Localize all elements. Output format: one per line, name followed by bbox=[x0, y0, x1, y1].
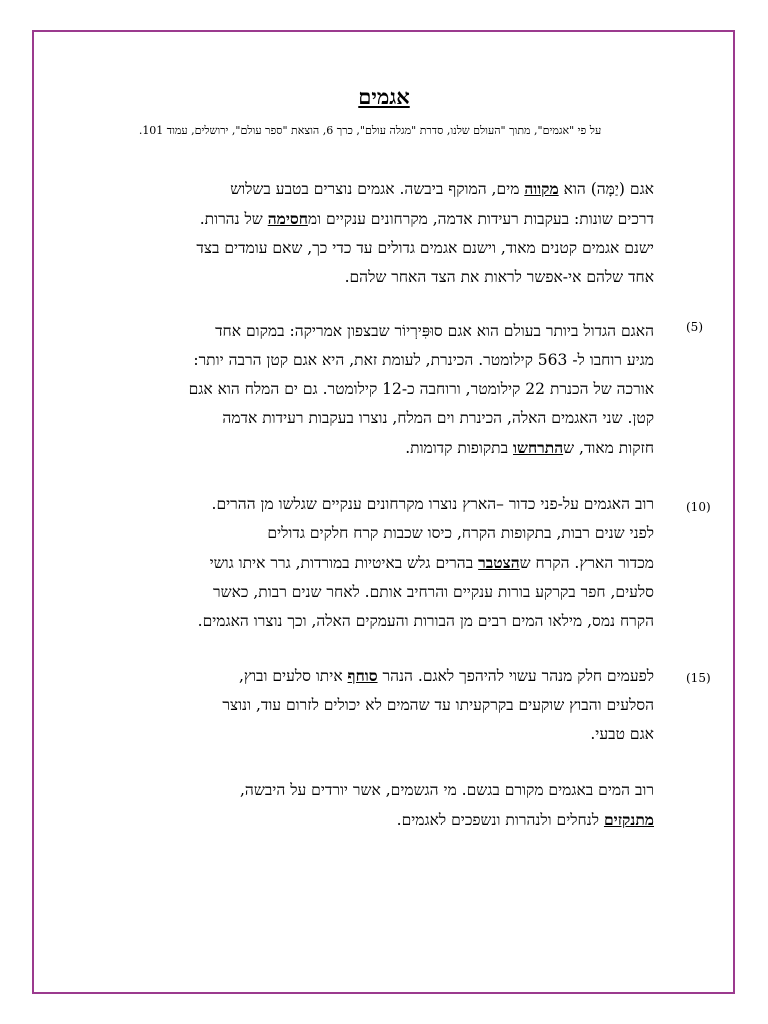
text-line: אורכה של הכנרת 22 קילומטר, ורוחבה כ-12 קילומטר. גם ים המלח הוא אגם bbox=[188, 380, 654, 398]
text-line: ישנם אגמים קטנים מאוד, וישנם אגמים גדולים עד כדי כך, שאם עומדים בצד bbox=[196, 239, 654, 257]
text-line: הקרח נמס, מילאו המים רבים מן הבורות והעמקים האלה, וכך נוצרו האגמים. bbox=[197, 612, 654, 630]
line-number: (15) bbox=[686, 671, 711, 685]
text-line: מגיע רוחבו ל- 563 קילומטר. הכינרת, לעומת זאת, היא אגם קטן הרבה יותר: bbox=[193, 351, 654, 369]
vocabulary-word: התרחשו bbox=[513, 438, 564, 457]
line-number: (5) bbox=[686, 320, 703, 334]
text-line: חזקות מאוד, שהתרחשו בתקופות קדומות. bbox=[405, 438, 654, 457]
text-line: אגם (יַמָּה) הוא מקווה מים, המוקף ביבשה. אגמים נוצרים בטבע בשלוש bbox=[230, 179, 654, 198]
vocabulary-word: הצטבר bbox=[478, 553, 520, 572]
vocabulary-word: חסימה bbox=[267, 209, 308, 228]
text-line: מכדור הארץ. הקרח שהצטבר בהרים גלש באיטיות במורדות, גרר איתו גושי bbox=[209, 553, 654, 572]
text-line: דרכים שונות: בעקבות רעידות אדמה, מקרחונים ענקיים ומחסימה של נהרות. bbox=[199, 209, 654, 228]
paragraph-3 bbox=[74, 490, 654, 636]
document-title: אגמים bbox=[358, 84, 410, 109]
text-line: סלעים, חפר בקרקע בורות ענקיים והרחיב אותם. לאחר שנים רבות, כאשר bbox=[212, 583, 654, 601]
vocabulary-word: מקווה bbox=[524, 179, 559, 198]
text-line: האגם הגדול ביותר בעולם הוא אגם סוּפִּירְיוֹר שבצפון אמריקה: במקום אחד bbox=[215, 322, 654, 340]
text-line: לפני שנים רבות, בתקופות הקרח, כיסו שכבות קרח חלקים גדולים bbox=[267, 524, 654, 542]
paragraph-5 bbox=[74, 776, 654, 835]
paragraph-4 bbox=[74, 661, 654, 749]
text-line: מתנקזים לנחלים ולנהרות ונשפכים לאגמים. bbox=[396, 810, 654, 829]
paragraph-2 bbox=[74, 317, 654, 463]
text-line: אגם טבעי. bbox=[590, 725, 654, 743]
text-line: לפעמים חלק מנהר עשוי להיהפך לאגם. הנהר סוחף איתו סלעים ובוץ, bbox=[239, 666, 654, 685]
text-line: רוב האגמים על-פני כדור –הארץ נוצרו מקרחונים ענקיים שגלשו מן ההרים. bbox=[211, 495, 654, 513]
vocabulary-word: מתנקזים bbox=[603, 810, 654, 829]
text-line: אחד שלהם אי-אפשר לראות את הצד האחר שלהם. bbox=[344, 268, 654, 286]
text-line: קטן. שני האגמים האלה, הכינרת וים המלח, נוצרו בעקבות רעידות אדמה bbox=[222, 409, 654, 427]
line-number: (10) bbox=[686, 500, 711, 514]
paragraph-1 bbox=[74, 174, 654, 292]
source-citation: על פי "אגמים", מתוך "העולם שלנו, סדרת "מגלה עולם", כרך 6, הוצאת "ספר עולם", ירושלים, עמוד 101. bbox=[138, 124, 602, 137]
text-line: הסלעים והבוץ שוקעים בקרקעיתו עד שהמים לא יכולים לזרום עוד, ונוצר bbox=[222, 696, 654, 714]
vocabulary-word: סוחף bbox=[347, 666, 378, 685]
text-line: רוב המים באגמים מקורם בגשם. מי הגשמים, אשר יורדים על היבשה, bbox=[240, 781, 654, 799]
